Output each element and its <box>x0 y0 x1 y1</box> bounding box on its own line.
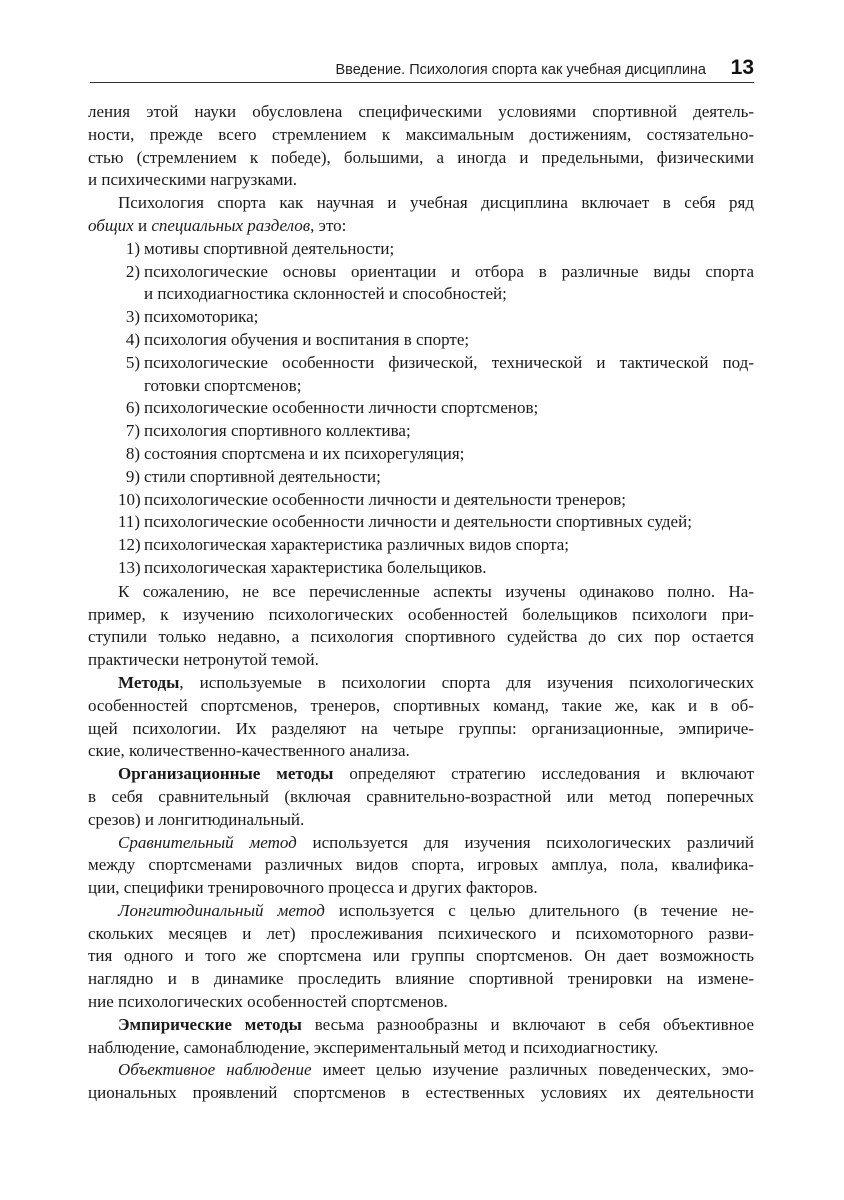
text-fragment: , это: <box>310 215 347 235</box>
list-item <box>118 557 754 580</box>
text-line: психологические особенности личности спортсменов; <box>144 398 539 418</box>
list-item <box>118 534 754 557</box>
list-item-text <box>144 352 754 398</box>
text-line: психологические особенности личности и деятельности тренеров; <box>144 489 626 509</box>
header-rule <box>90 82 754 83</box>
text-line: тия одного и того же спортсмена или группы спортсменов. Он дает возможность <box>88 946 754 966</box>
list-item <box>118 420 754 443</box>
list-item-text <box>144 511 754 534</box>
list-item <box>118 489 754 512</box>
text-line <box>88 763 754 786</box>
text-line: К сожалению, не все перечисленные аспекты изучены одинаково полно. На- <box>118 581 754 601</box>
text-line: наглядно и в динамике проследить влияние спортивной тренировки на измене- <box>88 969 754 989</box>
text-line <box>88 900 754 923</box>
list-item-number: 13) <box>118 557 141 577</box>
text-line: психологические основы ориентации и отбора в различные виды спорта <box>144 261 754 281</box>
running-head <box>90 52 754 88</box>
text-line: срезов) и лонгитюдинальный. <box>88 809 305 829</box>
text-line: стью (стремлением к победе), большими, а иногда и предельными, физическими <box>88 147 754 167</box>
text-line <box>88 672 754 695</box>
list-item-number: 9) <box>125 466 140 486</box>
bold-term: Организационные методы <box>118 764 334 784</box>
text-line: ские, количественно-качественного анализа. <box>88 741 410 761</box>
bold-term: Методы <box>118 672 180 692</box>
text-line: циональных проявлений спортсменов в естественных условиях их деятельности <box>88 1083 754 1103</box>
list-item-text <box>144 489 754 512</box>
methods-paragraph <box>88 672 754 763</box>
sections-paragraph <box>88 192 754 238</box>
empirical-methods-paragraph <box>88 1014 754 1060</box>
bold-term: Эмпирические методы <box>118 1014 302 1034</box>
list-item <box>118 466 754 489</box>
text-line: психология обучения и воспитания в спорте; <box>144 329 470 349</box>
text-line: наблюдение, самонаблюдение, экспериментальный метод и психодиагностику. <box>88 1037 659 1057</box>
observation-paragraph <box>88 1059 754 1105</box>
list-item-text <box>144 397 754 420</box>
text-line: особенностей спортсменов, тренеров, спортивных команд, такие же, как и в об- <box>88 695 754 715</box>
intro-paragraph <box>88 101 754 192</box>
list-item <box>118 397 754 420</box>
text-line: ступили только недавно, а психология спортивного судейства до сих пор остается <box>88 627 754 647</box>
italic-term: Лонгитюдинальный метод <box>118 900 325 920</box>
list-item <box>118 352 754 398</box>
text-line: состояния спортсмена и их психорегуляция; <box>144 443 465 463</box>
text-line <box>88 832 754 855</box>
text-line <box>88 215 754 238</box>
text-line: ции, специфики тренировочного процесса и других факторов. <box>88 878 538 898</box>
text-line: щей психологии. Их разделяют на четыре группы: организационные, эмпириче- <box>88 718 754 738</box>
text-fragment: определяют стратегию исследования и включают <box>333 764 755 784</box>
italic-term: Сравнительный метод <box>118 832 297 852</box>
text-line: психологические особенности физической, технической и тактической под- <box>144 352 754 372</box>
longitudinal-method-paragraph <box>88 900 754 1014</box>
list-item <box>118 238 754 261</box>
text-line: между спортсменами различных видов спорта, игровых амплуа, пола, квалифика- <box>88 855 754 875</box>
text-line: психомоторика; <box>144 307 259 327</box>
list-item-number: 6) <box>125 398 140 418</box>
list-item <box>118 306 754 329</box>
list-item <box>118 443 754 466</box>
list-item-text <box>144 534 754 557</box>
list-item-text <box>144 443 754 466</box>
list-item-text <box>144 306 754 329</box>
list-item-number: 12) <box>118 535 141 555</box>
list-item-number: 7) <box>125 421 140 441</box>
text-line: ления этой науки обусловлена специфическими условиями спортивной деятель- <box>88 102 754 121</box>
text-line: мотивы спортивной деятельности; <box>144 238 395 258</box>
text-line: в себя сравнительный (включая сравнительно-возрастной или метод поперечных <box>88 786 754 806</box>
list-item-number: 11) <box>118 512 141 532</box>
text-line: ние психологических особенностей спортсменов. <box>88 992 448 1012</box>
text-line: ности, прежде всего стремлением к максимальным достижениям, состязательно- <box>88 124 754 144</box>
text-fragment: весьма разнообразны и включают в себя объективное <box>301 1014 755 1034</box>
text-fragment: используется для изучения психологических различий <box>296 832 754 852</box>
list-item-text <box>144 557 754 580</box>
text-line: Психология спорта как научная и учебная дисциплина включает в себя ряд <box>118 193 754 213</box>
list-item-text <box>144 238 754 261</box>
list-item-number: 1) <box>125 238 140 258</box>
text-fragment: и <box>133 215 152 235</box>
list-item-number: 3) <box>125 307 140 327</box>
list-item-number: 10) <box>118 489 141 509</box>
list-item <box>118 511 754 534</box>
italic-term: Объективное наблюдение <box>118 1060 312 1080</box>
text-line: психология спортивного коллектива; <box>144 421 411 441</box>
text-line: скольких месяцев и лет) прослеживания психического и психомоторного разви- <box>88 923 754 943</box>
text-fragment: используется с целью длительного (в течение не- <box>324 900 755 920</box>
list-item-number: 4) <box>125 329 140 349</box>
comparative-method-paragraph <box>88 832 754 900</box>
sections-list <box>118 238 754 580</box>
list-item-text <box>144 261 754 307</box>
regret-paragraph <box>88 581 754 672</box>
page-number: 13 <box>730 56 754 79</box>
list-item-number: 8) <box>125 443 140 463</box>
list-item-text <box>144 420 754 443</box>
text-line <box>88 1059 754 1082</box>
list-item-text <box>144 329 754 352</box>
italic-term: специальных разделов <box>151 215 311 235</box>
text-line: практически нетронутой темой. <box>88 650 319 670</box>
text-fragment: , используемые в психологии спорта для изучения психологических <box>179 672 754 692</box>
text-line: и психическими нагрузками. <box>88 170 297 190</box>
list-item <box>118 329 754 352</box>
text-line: стили спортивной деятельности; <box>144 466 381 486</box>
text-line: и психодиагностика склонностей и способностей; <box>144 284 507 304</box>
list-item-text <box>144 466 754 489</box>
running-head-title: Введение. Психология спорта как учебная дисциплина <box>335 62 706 78</box>
text-fragment: имеет целью изучение различных поведенческих, эмо- <box>311 1060 754 1080</box>
text-line: психологическая характеристика различных видов спорта; <box>144 535 569 555</box>
list-item-number: 2) <box>125 261 140 281</box>
list-item-number: 5) <box>125 352 140 372</box>
org-methods-paragraph <box>88 763 754 831</box>
text-line: психологическая характеристика болельщиков. <box>144 557 487 577</box>
text-line <box>88 1014 754 1037</box>
list-item <box>118 261 754 307</box>
italic-term: общих <box>88 215 134 235</box>
text-line: пример, к изучению психологических особенностей болельщиков психологи при- <box>88 604 754 624</box>
body-text <box>88 101 755 1105</box>
text-line: психологические особенности личности и деятельности спортивных судей; <box>144 512 692 532</box>
text-line: готовки спортсменов; <box>144 375 302 395</box>
